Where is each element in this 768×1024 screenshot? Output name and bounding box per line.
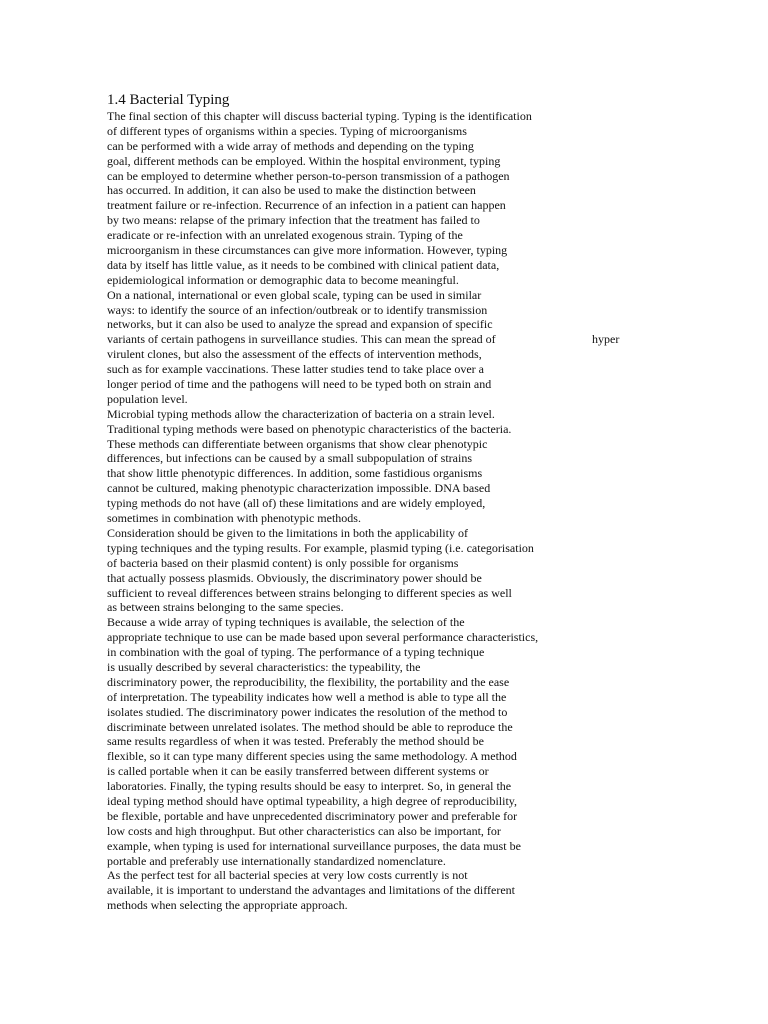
body-line: can be employed to determine whether person-to-person transmission of a pathogen (107, 168, 510, 183)
body-line: is called portable when it can be easily transferred between different systems or (107, 764, 489, 779)
body-line: available, it is important to understand the advantages and limitations of the different (107, 883, 515, 898)
body-line: Microbial typing methods allow the characterization of bacteria on a strain level. (107, 406, 495, 421)
body-line: that actually possess plasmids. Obviously, the discriminatory power should be (107, 570, 482, 585)
body-line: variants of certain pathogens in surveillance studies. This can mean the spread of (107, 332, 496, 347)
body-line: On a national, international or even global scale, typing can be used in similar (107, 287, 482, 302)
body-line: of different types of organisms within a species. Typing of microorganisms (107, 123, 467, 138)
body-line: typing techniques and the typing results. For example, plasmid typing (i.e. categorisation (107, 540, 534, 555)
body-line: of interpretation. The typeability indicates how well a method is able to type all the (107, 689, 507, 704)
body-line: epidemiological information or demographic data to become meaningful. (107, 272, 459, 287)
body-line: longer period of time and the pathogens will need to be typed both on strain and (107, 377, 492, 392)
body-line: such as for example vaccinations. These latter studies tend to take place over a (107, 362, 484, 377)
body-line: cannot be cultured, making phenotypic characterization impossible. DNA based (107, 481, 491, 496)
body-line: ideal typing method should have optimal typeability, a high degree of reproducibility, (107, 793, 518, 808)
body-line: eradicate or re-infection with an unrelated exogenous strain. Typing of the (107, 228, 463, 243)
body-line: differences, but infections can be caused by a small subpopulation of strains (107, 451, 473, 466)
body-line: treatment failure or re-infection. Recurrence of an infection in a patient can happen (107, 198, 506, 213)
body-line: typing methods do not have (all of) these limitations and are widely employed, (107, 496, 486, 511)
body-line: population level. (107, 391, 188, 406)
body-line: as between strains belonging to the same species. (107, 600, 344, 615)
body-line: virulent clones, but also the assessment of the effects of intervention methods, (107, 347, 482, 362)
body-line: Consideration should be given to the limitations in both the applicability of (107, 525, 468, 540)
section-heading: 1.4 Bacterial Typing (107, 92, 230, 108)
body-line: discriminate between unrelated isolates. The method should be able to reproduce the (107, 719, 513, 734)
body-line: data by itself has little value, as it needs to be combined with clinical patient data, (107, 257, 500, 272)
body-line: sometimes in combination with phenotypic methods. (107, 511, 361, 526)
body-line: in combination with the goal of typing. The performance of a typing technique (107, 645, 485, 660)
body-line: networks, but it can also be used to analyze the spread and expansion of specific (107, 317, 493, 332)
body-line: methods when selecting the appropriate approach. (107, 898, 348, 913)
body-line: sufficient to reveal differences between strains belonging to different species as well (107, 585, 512, 600)
body-line: Because a wide array of typing techniques is available, the selection of the (107, 615, 465, 630)
body-line: The final section of this chapter will discuss bacterial typing. Typing is the identification (107, 109, 532, 123)
body-line: goal, different methods can be employed. Within the hospital environment, typing (107, 153, 501, 168)
body-line: These methods can differentiate between organisms that show clear phenotypic (107, 436, 488, 451)
body-line: is usually described by several characteristics: the typeability, the (107, 659, 421, 674)
body-line: same results regardless of when it was tested. Preferably the method should be (107, 734, 484, 749)
body-line: microorganism in these circumstances can give more information. However, typing (107, 243, 508, 258)
body-line: example, when typing is used for international surveillance purposes, the data must be (107, 838, 521, 853)
body-line: discriminatory power, the reproducibility, the flexibility, the portability and the ease (107, 674, 510, 689)
body-line: flexible, so it can type many different species using the same methodology. A method (107, 749, 517, 764)
body-line: ways: to identify the source of an infection/outbreak or to identify transmission (107, 302, 488, 317)
body-line: portable and preferably use internationally standardized nomenclature. (107, 853, 446, 868)
body-line: appropriate technique to use can be made based upon several performance characteristics, (107, 630, 539, 645)
body-line: isolates studied. The discriminatory power indicates the resolution of the method to (107, 704, 508, 719)
body-line: that show little phenotypic differences. In addition, some fastidious organisms (107, 466, 483, 481)
body-line: be flexible, portable and have unprecedented discriminatory power and preferable for (107, 808, 518, 823)
body-line: can be performed with a wide array of methods and depending on the typing (107, 138, 474, 153)
body-line: by two means: relapse of the primary infection that the treatment has failed to (107, 213, 480, 228)
section-body (107, 109, 538, 913)
margin-note: hyper (592, 332, 620, 346)
body-line: laboratories. Finally, the typing results should be easy to interpret. So, in general the (107, 779, 512, 794)
body-line: low costs and high throughput. But other characteristics can also be important, for (107, 823, 501, 838)
body-line: has occurred. In addition, it can also be used to make the distinction between (107, 183, 476, 198)
body-line: of bacteria based on their plasmid content) is only possible for organisms (107, 555, 459, 570)
body-line: As the perfect test for all bacterial species at very low costs currently is not (107, 868, 468, 883)
body-line: Traditional typing methods were based on phenotypic characteristics of the bacteria. (107, 421, 512, 436)
